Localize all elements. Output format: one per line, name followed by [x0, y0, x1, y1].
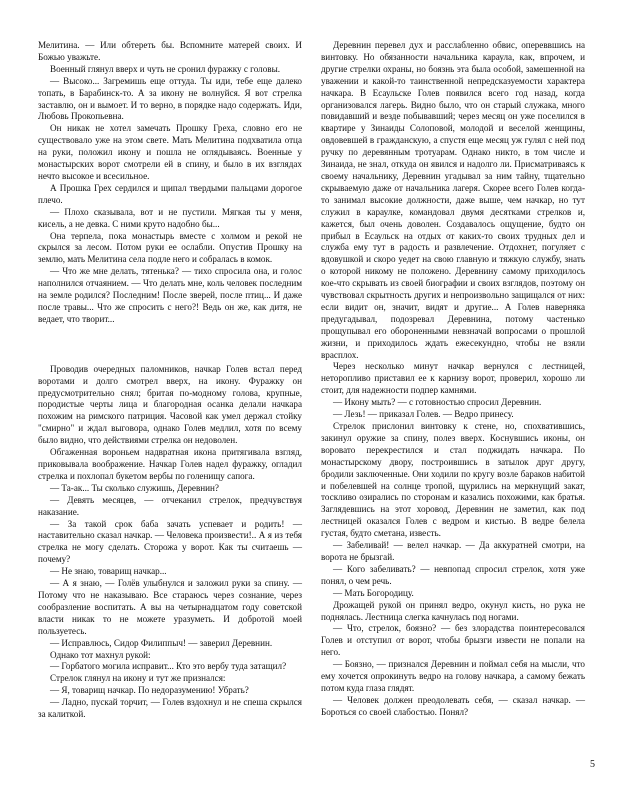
paragraph: — Ладно, пускай торчит, — Голев вздохнул и не спеша скрылся за калиткой. [38, 697, 302, 720]
paragraph: — Икону мыть? — с готовностью спросил Деревнин. [333, 397, 542, 408]
paragraph: — Плохо сказывала, вот и не пустили. Мягкая ты у меня, кисель, а не девка. С ними круто надобно бы... [38, 206, 302, 229]
paragraph: Однако тот махнул рукой: [50, 649, 151, 660]
section-break [38, 326, 302, 364]
paragraph: Обгаженная вороньем надвратная икона притягивала взгляд, приковывала воображение. Начкар Голев надел фуражку, огладил стрелка и похлопал букетом вербы по голенищу сапога. [38, 447, 302, 481]
paragraph: — А я знаю, — Голёв улыбнулся и заложил руки за спину. — Потому что не наказываю. Все стараюсь через сознание, через сообразление воспитать. А вы на четырнадцатом году советской власти никак то не можете уразуметь. И добротой моей пользуетесь. [38, 578, 302, 636]
paragraph: — Кого забеливать? — невпопад спросил стрелок, хотя уже понял, о чем речь. [321, 563, 585, 586]
paragraph: Через несколько минут начкар вернулся с лестницей, неторопливо приставил ее к карнизу ворот, проверил, хорошо ли стоит, для надежности подпер камнями. [321, 361, 585, 396]
right-column [321, 40, 585, 719]
paragraph: Она терпела, пока монастырь вместе с холмом и рекой не скрылся за лесом. Потом руки ее ослабли. Опустив Прошку на землю, мать Мелитина села подле него и собралась в комок. [38, 230, 302, 265]
paragraph: Проводив очередных паломников, начкар Голев встал перед воротами и долго смотрел вверх, на икону. Фуражку он предусмотрительно снял; бритая по-модному голова, крупные, породистые черты лица и благородная осанка делали начкара похожим на римского патриция. Часовой как умел держал стойку "смирно" и ждал выговора, однако Голев медлил, хотя по всему было видно, что действиями стрелка он недоволен. [38, 363, 302, 446]
paragraph: — Горбатого могила исправит... Кто это вербу туда затащил? [50, 661, 287, 672]
paragraph: — Я, товарищ начкар. По недоразумению! Убрать? [50, 685, 249, 696]
paragraph: Мелитина. — Или обтереть бы. Вспомните матерей своих. И Божью уважьте. [38, 40, 302, 62]
left-column [38, 40, 302, 721]
paragraph: Военный глянул вверх и чуть не сронил фуражку с головы. [50, 63, 280, 74]
paragraph: Стрелок прислонил винтовку к стене, но, спохватившись, закинул оружие за спину, полез вверх. Коснувшись иконы, он воровато перекрестился и стал поджидать начкара. По монастырскому двору, построившись в затылок друг другу, бродили заключенные. Они ходили по кругу возле бараков набитой и побелевшей на солнце тропой, щурились на меркнущий закат, тоскливо озирались по сторонам и казались похожими, как братья. Заглядевшись на этот хоровод, Деревнин не заметил, как под лестницей оказался Голев с ведром и кистью. В ведре белела густая, будто сметана, известь. [321, 421, 585, 539]
paragraph: — Та-ак... Ты сколько служишь, Деревнин? [50, 482, 219, 493]
paragraph: — За такой срок баба зачать успевает и родить! — наставительно сказал начкар. — Человека произвести!.. А я из тебя стрелка не могу сделать. Сторожа у ворот. Как ты считаешь — почему? [38, 518, 302, 565]
page-number: 5 [590, 759, 595, 770]
paragraph: — Высоко... Загремишь еще оттуда. Ты иди, тебе еще далеко топать, в Барабинск-то. А за икону не волнуйся. Я вот стрелка заставлю, он и вымоет. И то верно, в порядке надо содержать. Иди, Любовь Прокопьевна. [38, 75, 302, 122]
paragraph: — Человек должен преодолевать себя, — сказал начкар. — Бороться со своей слабостью. Понял? [321, 694, 585, 717]
paragraph: — Боязно, — признался Деревнин и поймал себя на мысли, что ему хочется опрокинуть ведро на голову начкара, а самому бежать потом куда глаза глядят. [321, 659, 585, 693]
paragraph: — Не знаю, товарищ начкар... [50, 566, 167, 577]
paragraph: Стрелок глянул на икону и тут же признался: [50, 673, 226, 684]
paragraph: — Что, стрелок, боязно? — без злорадства поинтересовался Голев и отступил от ворот, чтобы брызги извести не попали на него. [321, 623, 585, 658]
paragraph: Он никак не хотел замечать Прошку Греха, словно его не существовало уже на этом свете. Мать Мелитина подхватила отца на руки, положил икону и пошла не оглядываясь. Военные у монастырских ворот смотрели ей в спину, и было в их взглядах нечто высокое и всесильное. [38, 123, 302, 181]
paragraph: А Прошка Грех сердился и щипал твердыми пальцами дорогое плечо. [38, 182, 302, 205]
paragraph: — Забеливай! — велел начкар. — Да аккуратней смотри, на ворота не брызгай. [321, 540, 585, 562]
paragraph: — Девять месяцев, — отчеканил стрелок, предчувствуя наказание. [38, 494, 302, 517]
paragraph: — Мать Богородицу. [333, 587, 414, 598]
paragraph: — Исправлюсь, Сидор Филиппыч! — заверил Деревнин. [50, 637, 273, 648]
paragraph: Деревнин перевел дух и расслабленно обвис, опереввшись на винтовку. Но обязанности начальника караула, как, впрочем, и другие стрелки охраны, но боязнь эта была особой, замешенной на уважении и какой-то таинственной непредсказуемости характера начкара. В Есаульске Голев появился всего год назад, когда организовался лагерь. Видно было, что он старый служака, много повидавший и везде побывавший; через месяц он уже поселился в квартире у Зинаиды Солоповой, молодой и веселой женщины, овдовевшей в гражданскую, а спустя еще месяц уж гулял с ней под ручку по деревянным тротуарам. Однако никто, в том числе и Зинаида, не знал, откуда он явился и надолго ли. Присматриваясь к своему начальнику, Деревнин угадывал за ним тайну, тщательно скрываемую даже от начальника лагеря. Скорее всего Голев когда-то занимал высокие должности, даже выше, чем начкар, но тут служил в караулке, командовал двумя десятками стрелков и, кажется, был очень доволен. Создавалось ощущение, будто он прибыл в Есаульск на отдых от каких-то своих трудных дел и служба ему тут в радость и развлечение. Отдохнет, погуляет с вдовушкой и скоро уедет на свою главную и тяжкую службу, знать о которой никому не положено. Деревнину самому приходилось кое-что скрывать из своей биографии и своих взглядов, поэтому он чувствовал скрытность других и непроизвольно защищался от них: если видит он, значит, видят и другие... А Голев наверняка предугадывал, подозревал Деревнина, потому частенько прощупывал его обороненными невзначай вопросами о прошлой жизни, и приходилось ждать ежесекундно, чтобы не взяли врасплох. [321, 40, 585, 360]
paragraph: — Лезь! — приказал Голев. — Ведро принесу. [333, 409, 514, 420]
paragraph: — Что же мне делать, тятенька? — тихо спросила она, и голос наполнился отчаянием. — Что делать мне, коль человек последним на земле родился? Последним! После зверей, после птиц... И даже после травы... Что же спросить с него?! Ведь он же, как дитя, не ведает, что творит... [38, 266, 302, 324]
paragraph: Дрожащей рукой он принял ведро, окунул кисть, но рука не поднялась. Лестница слегка качнулась под ногами. [321, 599, 585, 622]
